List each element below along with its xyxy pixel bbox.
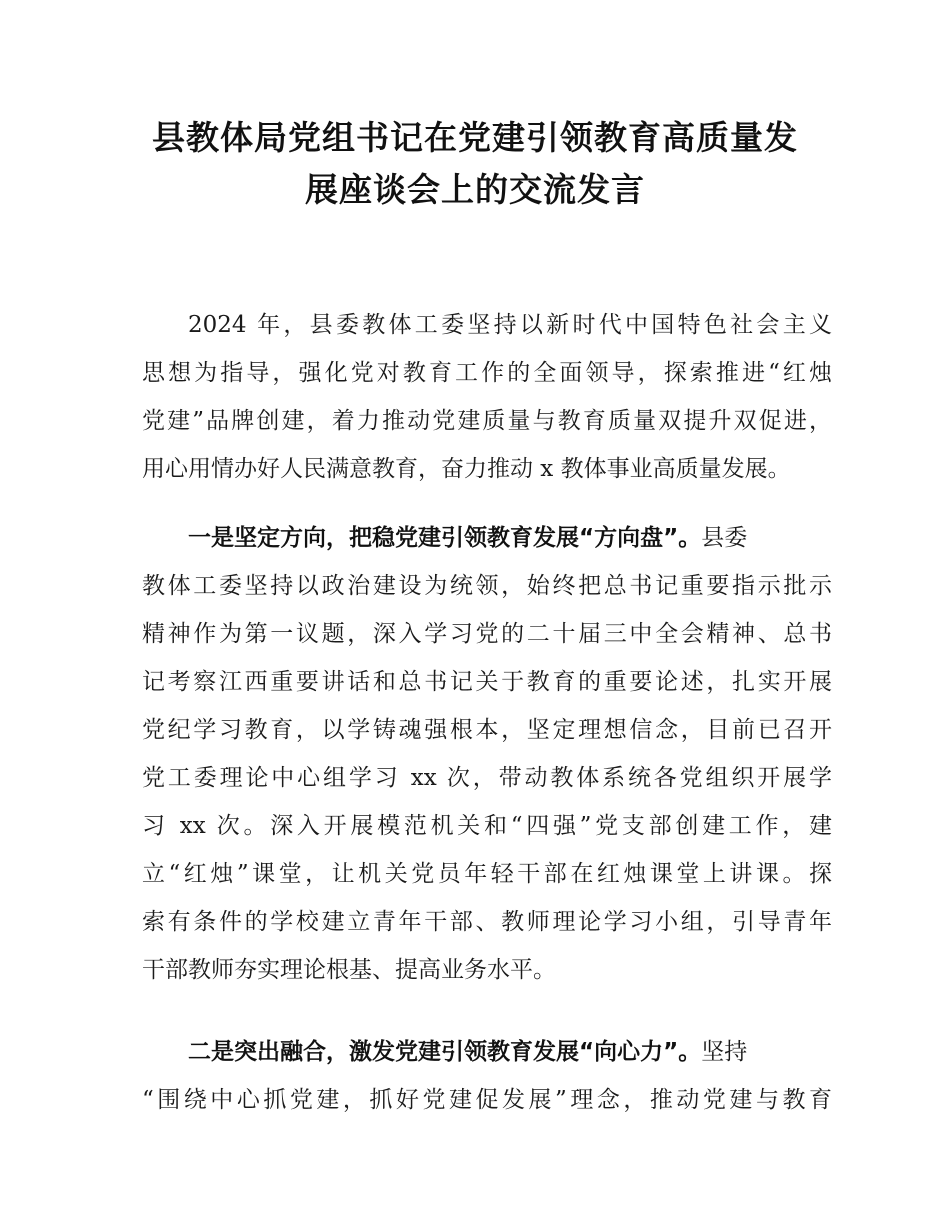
paragraph-3-line-1-rest: 坚持 [701, 1039, 748, 1065]
paragraph-2-line-7: 习 xx 次。深入开展模范机关和“四强”党支部创建工作，建 [142, 813, 832, 839]
document-title-line-1: 县教体局党组书记在党建引领教育高质量发 [152, 118, 798, 157]
paragraph-2-line-2: 教体工委坚持以政治建设为统领，始终把总书记重要指示批示 [142, 573, 832, 599]
paragraph-2-line-5: 党纪学习教育，以学铸魂强根本，坚定理想信念，目前已召开 [142, 717, 832, 743]
paragraph-2-line-6: 党工委理论中心组学习 xx 次，带动教体系统各党组织开展学 [142, 765, 832, 791]
document-title-line-2: 展座谈会上的交流发言 [305, 170, 645, 209]
paragraph-2-line-9: 索有条件的学校建立青年干部、教师理论学习小组，引导青年 [142, 909, 832, 935]
paragraph-2-line-3: 精神作为第一议题，深入学习党的二十届三中全会精神、总书 [142, 621, 832, 647]
paragraph-1-line-3: 党建”品牌创建，着力推动党建质量与教育质量双提升双促进， [142, 408, 832, 434]
paragraph-2-line-10: 干部教师夯实理论根基、提高业务水平。 [142, 957, 556, 983]
paragraph-3-line-2: “围绕中心抓党建，抓好党建促发展”理念，推动党建与教育 [142, 1087, 832, 1113]
paragraph-2-line-8: 立“红烛”课堂，让机关党员年轻干部在红烛课堂上讲课。探 [142, 861, 832, 887]
paragraph-2-line-1 [142, 518, 832, 558]
paragraph-1-line-4: 用心用情办好人民满意教育，奋力推动 x 教体事业高质量发展。 [142, 456, 791, 482]
paragraph-1-line-2: 思想为指导，强化党对教育工作的全面领导，探索推进“红烛 [142, 360, 832, 386]
paragraph-3-line-1 [142, 1032, 832, 1072]
paragraph-2-line-1-rest: 县委 [701, 525, 748, 551]
paragraph-3-lead-sentence: 二是突出融合，激发党建引领教育发展“向心力”。 [188, 1039, 702, 1065]
paragraph-2-line-4: 记考察江西重要讲话和总书记关于教育的重要论述，扎实开展 [142, 669, 832, 695]
paragraph-2-lead-sentence: 一是坚定方向，把稳党建引领教育发展“方向盘”。 [188, 525, 702, 551]
paragraph-1-line-1: 2024 年，县委教体工委坚持以新时代中国特色社会主义 [188, 312, 832, 338]
